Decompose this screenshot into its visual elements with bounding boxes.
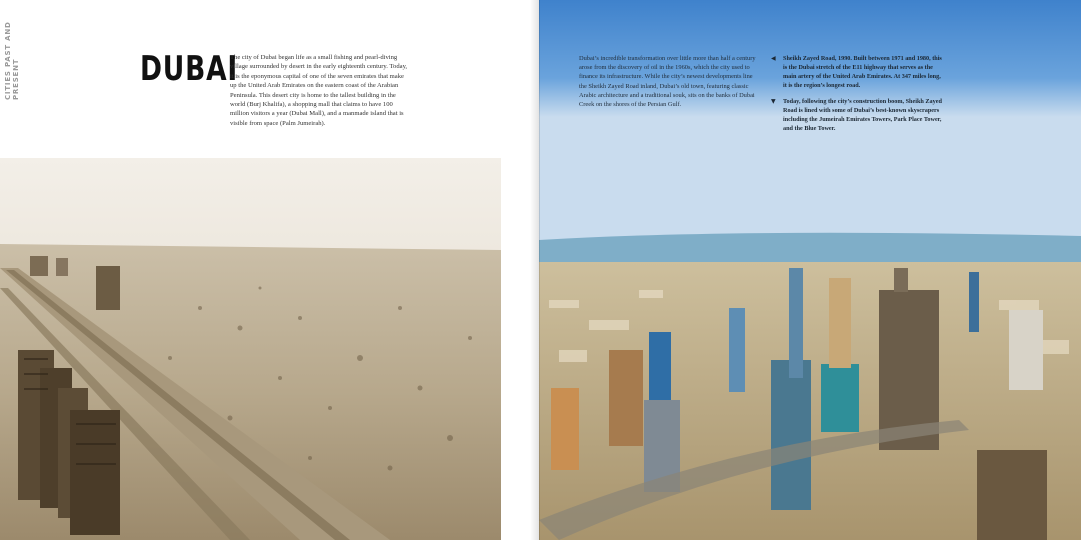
caption-historic-text: Sheikh Zayed Road, 1990. Built between 1971 and 1980, this is the Dubai stretch of the E11 highway that serves as the main artery of the United Arab Emirates. At 347 miles long, it is the region’s longest road. <box>783 55 942 89</box>
page-title: DUBAI <box>140 49 239 89</box>
intro-paragraph: The city of Dubai began life as a small fishing and pearl-diving village surrounded by desert in the early eighteenth century. Today, it is the eponymous capital of one of the seven emirates that make up the United Arab Emirates on the eastern coast of the Arabian Peninsula. This desert city is home to the tallest building in the world (Burj Khalifa), a shopping mall that claims to have 100 million visitors a year (Dubai Mall), and a manmade island that is visible from space (Palm Jumeirah). <box>230 54 408 127</box>
body-paragraph: Dubai’s incredible transformation over little more than half a century arose from the discovery of oil in the 1960s, which the city used to finance its infrastructure. While the city’s newest developments line the Sheikh Zayed Road inland, Dubai’s old town, featuring classic Arabic architecture and a traditional souk, sits on the banks of Dubai Creek on the shores of the Persian Gulf. <box>579 55 756 109</box>
right-page <box>539 0 1081 540</box>
left-page <box>0 0 538 540</box>
photo-captions <box>771 54 946 140</box>
caption-historic <box>771 54 946 90</box>
caption-modern <box>771 97 946 133</box>
running-head: CITIES PAST AND PRESENT <box>4 21 20 100</box>
historic-photo-sheikh-zayed-road <box>0 158 501 540</box>
arrow-left-icon: ◀ <box>771 55 776 62</box>
arrow-down-icon: ▼ <box>771 98 776 105</box>
page-gutter <box>530 0 540 540</box>
caption-modern-text: Today, following the city’s construction boom, Sheikh Zayed Road is lined with some of Dubai’s best-known skyscrapers including the Jumeirah Emirates Towers, Park Place Tower, and the Blue Tower. <box>783 98 942 132</box>
